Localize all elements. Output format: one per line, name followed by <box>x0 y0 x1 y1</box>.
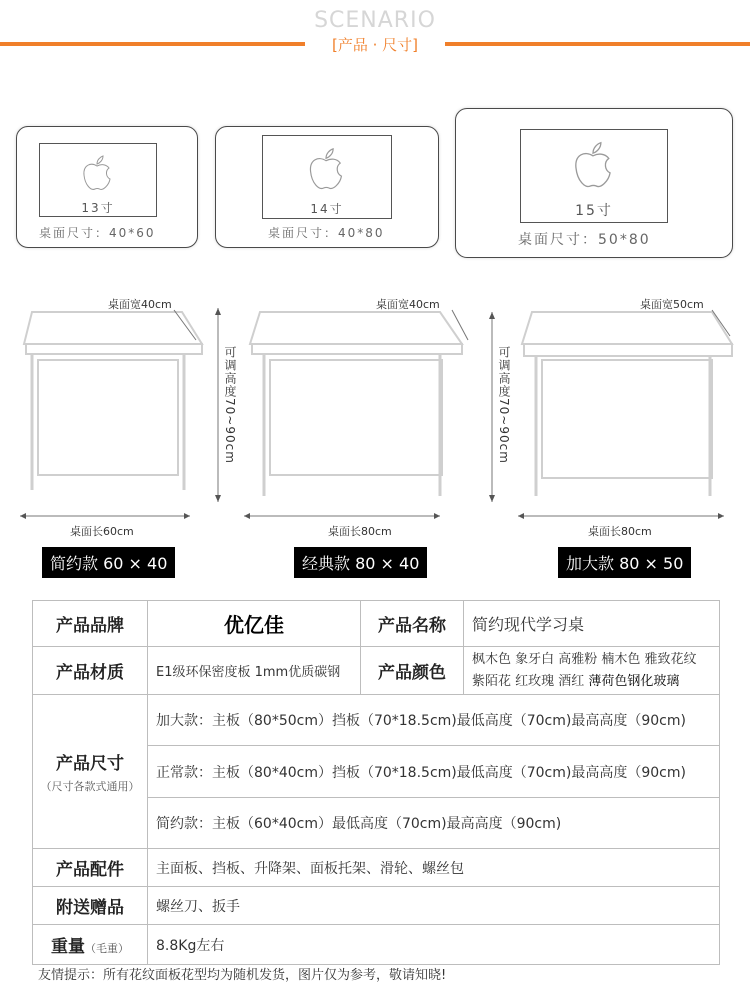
laptop-desk-size: 桌面尺寸：50*80 <box>518 232 651 248</box>
height-arrow <box>488 310 496 506</box>
table-row <box>33 925 720 965</box>
table-row <box>33 647 720 695</box>
table-row <box>33 695 720 746</box>
table-row <box>33 887 720 925</box>
laptop-card-14 <box>215 126 439 248</box>
laptop-screen <box>520 129 668 223</box>
weight-note: （毛重） <box>85 942 129 955</box>
color-line-2 <box>472 671 718 693</box>
desk-height-label: 可调高度70~90cm <box>223 346 237 464</box>
desk-width-label: 桌面宽40cm <box>108 298 172 311</box>
desk-drawing-simple <box>14 300 214 530</box>
laptop-card-13 <box>16 126 198 248</box>
gift-value: 螺丝刀、扳手 <box>148 887 720 925</box>
table-row <box>33 601 720 647</box>
height-arrow <box>214 306 222 506</box>
laptop-size-label: 15寸 <box>575 203 613 219</box>
header-title: SCENARIO <box>314 8 436 33</box>
laptop-screen <box>262 135 392 219</box>
desk-length-label: 桌面长60cm <box>70 525 134 538</box>
laptop-screen <box>39 143 157 217</box>
parts-label: 产品配件 <box>33 849 148 887</box>
model-badge-simple: 简约款 60 × 40 <box>42 547 175 578</box>
laptop-desk-size: 桌面尺寸：40*60 <box>39 226 156 240</box>
color-value <box>464 647 720 695</box>
desk-height-label: 可调高度70~90cm <box>497 346 511 464</box>
spec-table <box>32 600 720 965</box>
apple-logo-icon <box>307 146 345 192</box>
size-label-cell <box>33 695 148 849</box>
size-simple: 简约款：主板（60*40cm）最低高度（70cm)最高高度（90cm) <box>148 798 720 849</box>
laptop-desk-size: 桌面尺寸：40*80 <box>268 226 385 240</box>
apple-logo-icon <box>81 154 113 192</box>
size-note: （尺寸各款式通用） <box>40 780 140 793</box>
material-value: E1级环保密度板 1mm优质碳钢 <box>148 647 361 695</box>
name-label: 产品名称 <box>361 601 464 647</box>
laptop-size-label: 13寸 <box>81 201 115 215</box>
brand-value: 优亿佳 <box>148 601 361 647</box>
desk-width-label: 桌面宽40cm <box>376 298 440 311</box>
desk-drawing-large <box>514 300 738 530</box>
header-subtitle: [产品 · 尺寸] <box>331 36 418 54</box>
weight-value: 8.8Kg左右 <box>148 925 720 965</box>
material-label: 产品材质 <box>33 647 148 695</box>
model-badge-large: 加大款 80 × 50 <box>558 547 691 578</box>
size-normal: 正常款：主板（80*40cm）挡板（70*18.5cm)最低高度（70cm)最高高度（90cm) <box>148 746 720 798</box>
gift-label: 附送赠品 <box>33 887 148 925</box>
model-badge-classic: 经典款 80 × 40 <box>294 547 427 578</box>
footer-note: 友情提示：所有花纹面板花型均为随机发货，图片仅为参考，敬请知晓! <box>38 968 447 983</box>
brand-label: 产品品牌 <box>33 601 148 647</box>
desk-drawing-classic <box>240 300 470 530</box>
color-line-2-part: 紫陌花 红玫瑰 酒红 <box>472 673 589 689</box>
size-large: 加大款：主板（80*50cm）挡板（70*18.5cm)最低高度（70cm)最高高度（90cm) <box>148 695 720 746</box>
color-label: 产品颜色 <box>361 647 464 695</box>
apple-logo-icon <box>572 140 614 190</box>
laptop-size-label: 14寸 <box>310 202 344 216</box>
desk-length-label: 桌面长80cm <box>588 525 652 538</box>
weight-label: 重量 <box>51 937 85 957</box>
desk-length-label: 桌面长80cm <box>328 525 392 538</box>
name-value: 简约现代学习桌 <box>464 601 720 647</box>
color-line-1: 枫木色 象牙白 高雅粉 楠木色 雅致花纹 <box>472 651 697 667</box>
size-label: 产品尺寸 <box>56 754 124 774</box>
table-row <box>33 849 720 887</box>
desk-width-label: 桌面宽50cm <box>640 298 704 311</box>
laptop-card-15 <box>455 108 733 258</box>
parts-value: 主面板、挡板、升降架、面板托架、滑轮、螺丝包 <box>148 849 720 887</box>
color-line-2-highlight: 薄荷色钢化玻璃 <box>588 673 680 689</box>
weight-label-cell <box>33 925 148 965</box>
